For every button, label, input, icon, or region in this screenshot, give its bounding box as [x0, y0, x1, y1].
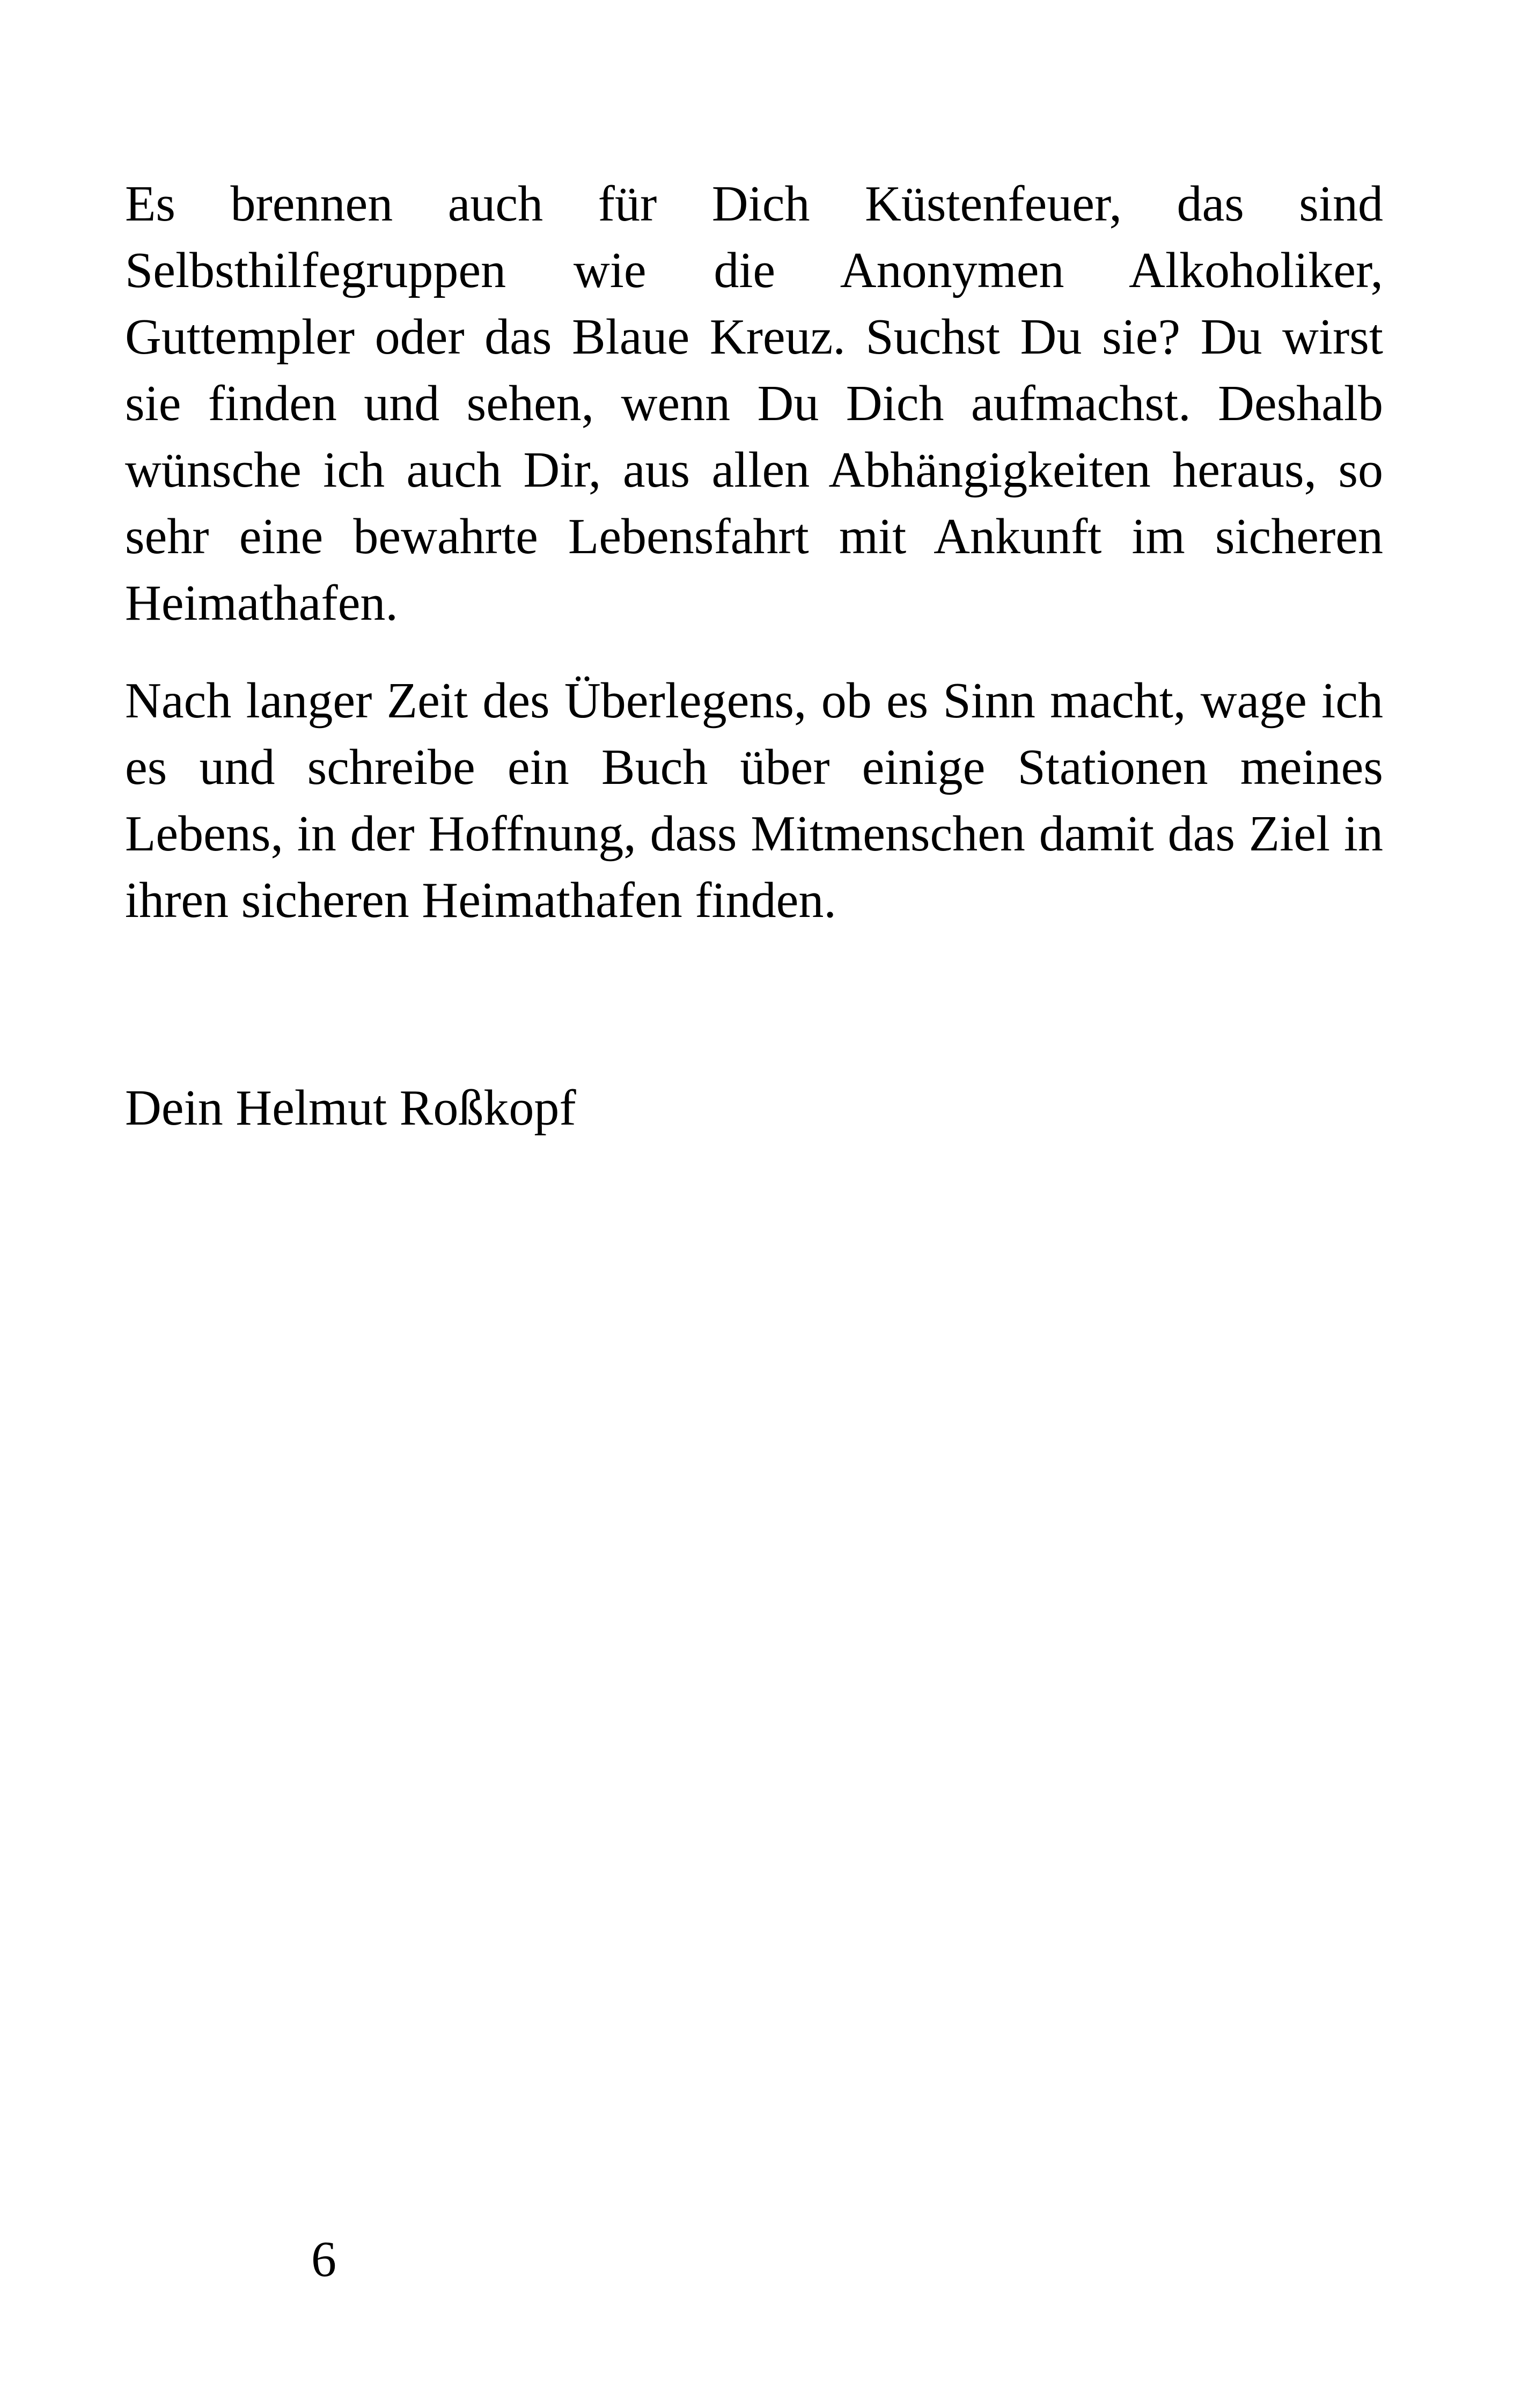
signature: Dein Helmut Roßkopf [125, 1080, 576, 1136]
paragraph-2: Nach langer Zeit des Überlegens, ob es Sinn macht, wage ich es und schreibe ein Buch über einige Stationen meines Lebens, in der Hoffnung, dass Mitmenschen damit das Ziel in ihren sicheren Heimathafen finden. [125, 673, 1383, 928]
body-text [125, 171, 1383, 934]
paragraph-1: Es brennen auch für Dich Küstenfeuer, das sind Selbsthilfegruppen wie die Anonymen Alkoholiker, Guttempler oder das Blaue Kreuz. Suchst Du sie? Du wirst sie finden und sehen, wenn Du Dich aufmachst. Deshalb wünsche ich auch Dir, aus allen Abhängigkeiten heraus, so sehr eine bewahrte Lebensfahrt mit Ankunft im sicheren Heimathafen. [125, 176, 1383, 631]
page-number: 6 [311, 2231, 336, 2287]
